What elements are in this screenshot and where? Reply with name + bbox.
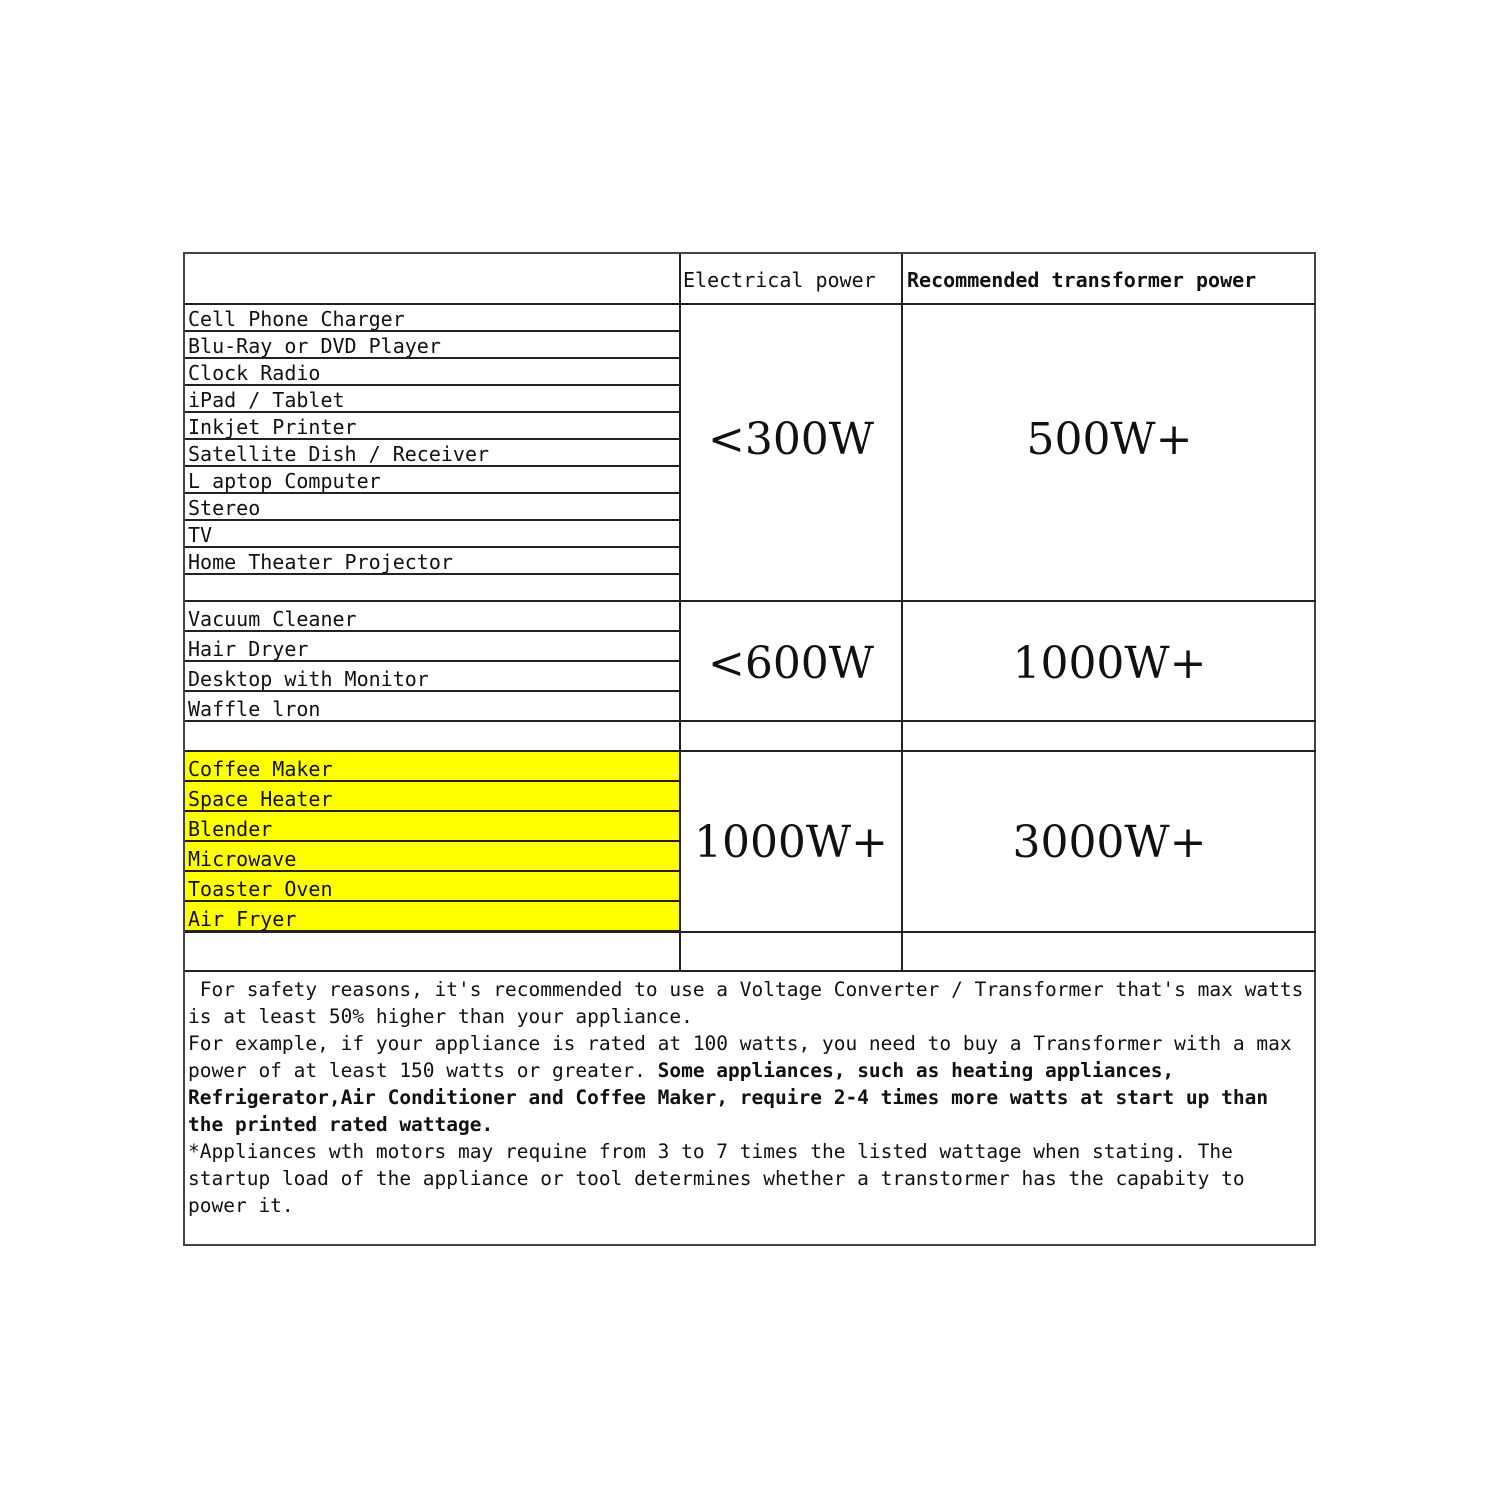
group2-recommended-power: 1000W+ xyxy=(1012,638,1207,689)
appliance-row: Inkjet Printer xyxy=(185,413,679,440)
group1-electrical-power: <300W xyxy=(707,414,875,465)
appliance-row-highlighted: Microwave xyxy=(185,842,679,872)
appliance-row: Home Theater Projector xyxy=(185,548,679,575)
appliance-row: Stereo xyxy=(185,494,679,521)
appliance-row: Blu-Ray or DVD Player xyxy=(185,332,679,359)
appliance-row: L aptop Computer xyxy=(185,467,679,494)
header-electrical-power: Electrical power xyxy=(683,268,876,292)
appliance-row-highlighted: Air Fryer xyxy=(185,902,679,932)
note-motors: *Appliances wth motors may requine from 3 to 7 times the listed wattage when stating. The startup load of the appliance or tool determines whether a transtormer has the capabity to power it. xyxy=(188,1140,1257,1217)
appliance-row-highlighted: Toaster Oven xyxy=(185,872,679,902)
group3-electrical-power: 1000W+ xyxy=(693,817,889,868)
appliance-row-highlighted: Space Heater xyxy=(185,782,679,812)
note-safety-reasons: For safety reasons, it's recommended to use a Voltage Converter / Transformer that's max watts is at least 50% higher than your appliance. xyxy=(188,978,1316,1028)
appliance-row: Hair Dryer xyxy=(185,632,679,662)
appliance-row-highlighted: Coffee Maker xyxy=(185,752,679,782)
appliance-row: Desktop with Monitor xyxy=(185,662,679,692)
appliance-row: TV xyxy=(185,521,679,548)
safety-notes xyxy=(188,976,1316,1219)
group3-bottom-divider xyxy=(185,931,1316,933)
appliance-row: Vacuum Cleaner xyxy=(185,602,679,632)
appliance-row-highlighted: Blender xyxy=(185,812,679,842)
group1-recommended-power: 500W+ xyxy=(1026,414,1193,465)
appliance-row: Satellite Dish / Receiver xyxy=(185,440,679,467)
group2-bottom-divider xyxy=(185,720,1316,722)
group3-recommended-power: 3000W+ xyxy=(1012,817,1207,868)
appliance-row: iPad / Tablet xyxy=(185,386,679,413)
appliance-row: Cell Phone Charger xyxy=(185,305,679,332)
notes-top-divider xyxy=(185,970,1316,972)
note-example: For example, if your appliance is rated at 100 watts, you need to buy a Transformer with a max power of at least 150 watts or greater. xyxy=(188,1032,1304,1082)
appliance-row: Waffle lron xyxy=(185,692,679,722)
header-recommended-transformer-power: Recommended transformer power xyxy=(907,268,1257,292)
note-startup-warning: Some appliances, such as heating appliances, Refrigerator,Air Conditioner and Coffee Maker, require 2-4 times more watts at start up than the printed rated wattage. xyxy=(188,1059,1280,1136)
transformer-power-table xyxy=(183,252,1316,1246)
appliance-row: Clock Radio xyxy=(185,359,679,386)
group2-electrical-power: <600W xyxy=(707,638,875,689)
